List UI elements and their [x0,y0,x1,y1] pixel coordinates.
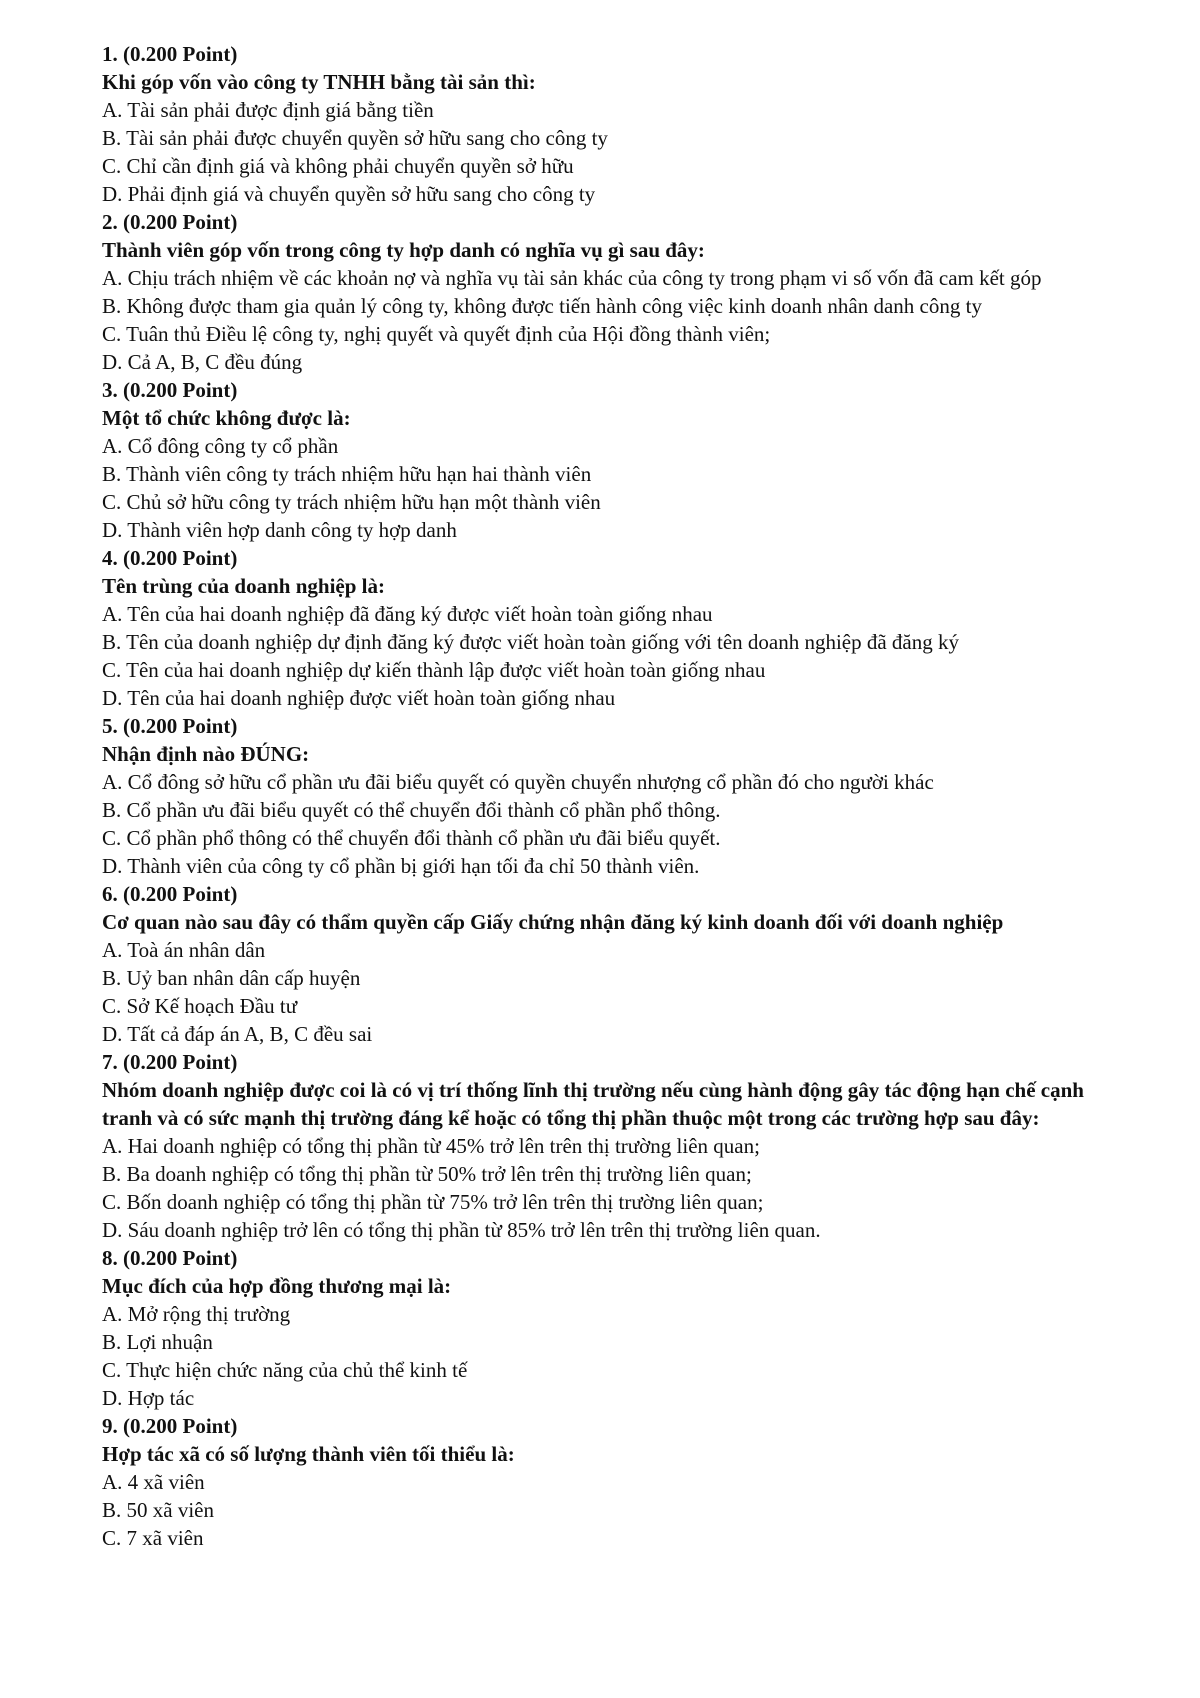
option-d: D. Hợp tác [102,1386,195,1410]
question-header: 3. (0.200 Point) [102,378,238,402]
question-text: Khi góp vốn vào công ty TNHH bằng tài sản thì: [102,70,536,94]
option-a: A. Tên của hai doanh nghiệp đã đăng ký được viết hoàn toàn giống nhau [102,602,713,626]
option-b: B. Uỷ ban nhân dân cấp huyện [102,966,361,990]
question-text: Nhận định nào ĐÚNG: [102,742,310,766]
option-d: D. Phải định giá và chuyển quyền sở hữu sang cho công ty [102,182,596,206]
question-text: Cơ quan nào sau đây có thẩm quyền cấp Giấy chứng nhận đăng ký kinh doanh đối với doanh nghiệp [102,910,1004,934]
option-d: D. Cả A, B, C đều đúng [102,350,303,374]
option-b: B. Lợi nhuận [102,1330,213,1354]
option-c: C. Chỉ cần định giá và không phải chuyển quyền sở hữu [102,154,574,178]
question-header: 7. (0.200 Point) [102,1050,238,1074]
question-text: Hợp tác xã có số lượng thành viên tối thiểu là: [102,1442,515,1466]
question-8 [102,1244,1112,1412]
option-c: C. Chủ sở hữu công ty trách nhiệm hữu hạn một thành viên [102,490,601,514]
question-text: Nhóm doanh nghiệp được coi là có vị trí thống lĩnh thị trường nếu cùng hành động gây tác động hạn chế cạnh tranh và có sức mạnh thị trường đáng kể hoặc có tổng thị phần thuộc một trong các trường hợp sau đây: [102,1078,1084,1130]
question-text: Một tổ chức không được là: [102,406,351,430]
question-6 [102,880,1112,1048]
option-a: A. Hai doanh nghiệp có tổng thị phần từ 45% trở lên trên thị trường liên quan; [102,1134,760,1158]
option-d: D. Thành viên hợp danh công ty hợp danh [102,518,457,542]
option-d: D. Tên của hai doanh nghiệp được viết hoàn toàn giống nhau [102,686,616,710]
question-text: Thành viên góp vốn trong công ty hợp danh có nghĩa vụ gì sau đây: [102,238,705,262]
question-9 [102,1412,1112,1552]
option-b: B. Tài sản phải được chuyển quyền sở hữu sang cho công ty [102,126,608,150]
question-7 [102,1048,1112,1244]
option-a: A. Toà án nhân dân [102,938,266,962]
question-header: 9. (0.200 Point) [102,1414,238,1438]
option-c: C. Tên của hai doanh nghiệp dự kiến thành lập được viết hoàn toàn giống nhau [102,658,766,682]
document-page [102,40,1112,1552]
question-header: 2. (0.200 Point) [102,210,238,234]
option-c: C. Thực hiện chức năng của chủ thể kinh tế [102,1358,468,1382]
question-4 [102,544,1112,712]
option-a: A. Chịu trách nhiệm về các khoản nợ và nghĩa vụ tài sản khác của công ty trong phạm vi số vốn đã cam kết góp [102,266,1042,290]
option-b: B. 50 xã viên [102,1498,214,1522]
option-d: D. Sáu doanh nghiệp trở lên có tổng thị phần từ 85% trở lên trên thị trường liên quan. [102,1218,821,1242]
question-5 [102,712,1112,880]
question-header: 4. (0.200 Point) [102,546,238,570]
question-header: 6. (0.200 Point) [102,882,238,906]
question-3 [102,376,1112,544]
option-b: B. Thành viên công ty trách nhiệm hữu hạn hai thành viên [102,462,592,486]
option-a: A. Tài sản phải được định giá bằng tiền [102,98,434,122]
option-b: B. Tên của doanh nghiệp dự định đăng ký được viết hoàn toàn giống với tên doanh nghiệp đã đăng ký [102,630,960,654]
option-d: D. Tất cả đáp án A, B, C đều sai [102,1022,373,1046]
option-a: A. Mở rộng thị trường [102,1302,291,1326]
question-2 [102,208,1112,376]
option-a: A. Cổ đông công ty cổ phần [102,434,339,458]
question-header: 1. (0.200 Point) [102,42,238,66]
option-b: B. Cổ phần ưu đãi biểu quyết có thể chuyển đổi thành cổ phần phổ thông. [102,798,721,822]
option-a: A. 4 xã viên [102,1470,205,1494]
question-1 [102,40,1112,208]
option-c: C. Sở Kế hoạch Đầu tư [102,994,298,1018]
question-header: 5. (0.200 Point) [102,714,238,738]
option-a: A. Cổ đông sở hữu cổ phần ưu đãi biểu quyết có quyền chuyển nhượng cổ phần đó cho người khác [102,770,934,794]
option-c: C. Bốn doanh nghiệp có tổng thị phần từ 75% trở lên trên thị trường liên quan; [102,1190,764,1214]
option-c: C. 7 xã viên [102,1526,204,1550]
option-c: C. Cổ phần phổ thông có thể chuyển đổi thành cổ phần ưu đãi biểu quyết. [102,826,721,850]
question-text: Mục đích của hợp đồng thương mại là: [102,1274,452,1298]
option-c: C. Tuân thủ Điều lệ công ty, nghị quyết và quyết định của Hội đồng thành viên; [102,322,771,346]
option-d: D. Thành viên của công ty cổ phần bị giới hạn tối đa chỉ 50 thành viên. [102,854,700,878]
question-text: Tên trùng của doanh nghiệp là: [102,574,385,598]
option-b: B. Ba doanh nghiệp có tổng thị phần từ 50% trở lên trên thị trường liên quan; [102,1162,752,1186]
option-b: B. Không được tham gia quản lý công ty, không được tiến hành công việc kinh doanh nhân danh công ty [102,294,982,318]
question-header: 8. (0.200 Point) [102,1246,238,1270]
